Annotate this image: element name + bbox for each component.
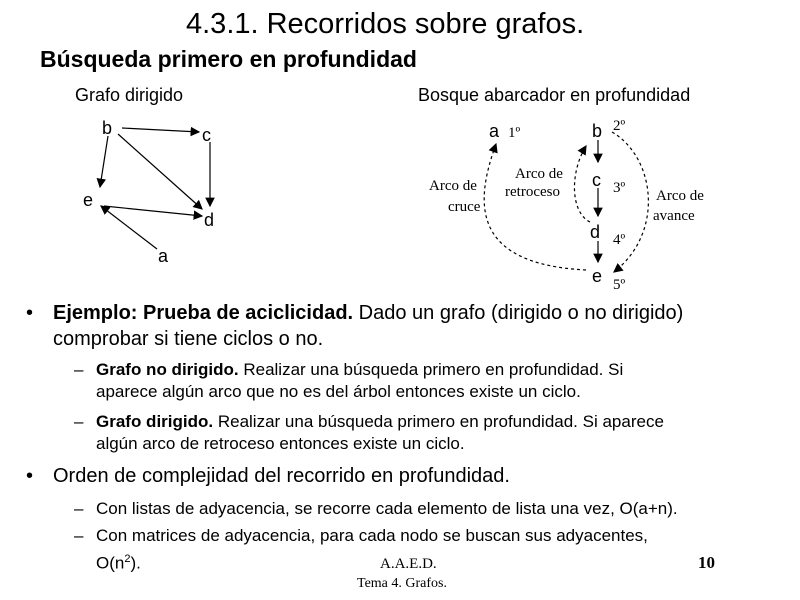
complexity-exponent: 2: [124, 553, 131, 565]
sub-4-line-2: [96, 549, 141, 574]
order-4: 4º: [613, 232, 626, 248]
sub-2-line-1: [96, 411, 664, 432]
spanning-forest: [420, 112, 720, 300]
dash-4: –: [74, 526, 84, 545]
forest-node-e: e: [592, 266, 603, 286]
forest-title: Bosque abarcador en profundidad: [418, 85, 691, 105]
cross-edge-e-a: [484, 144, 586, 270]
forward-edge-b-e: [612, 132, 648, 272]
back-edge-label-1: Arco de: [515, 166, 563, 182]
edge-a-e: [101, 206, 157, 249]
order-3: 3º: [613, 180, 626, 196]
bullet-2-line-1: Orden de complejidad del recorrido en profundidad.: [53, 465, 510, 487]
forward-edge-label-1: Arco de: [656, 188, 704, 204]
bullet-1-text-1: Dado un grafo (dirigido o no dirigido): [353, 302, 684, 324]
forward-edge-label-2: avance: [653, 208, 695, 224]
sub-3-line-1: Con listas de adyacencia, se recorre cada elemento de lista una vez, O(a+n).: [96, 499, 678, 518]
sub-1-text-1: Realizar una búsqueda primero en profundidad. Si: [238, 360, 624, 379]
back-edge-d-b: [574, 146, 590, 222]
order-1: 1º: [508, 125, 521, 141]
edge-b-e: [100, 136, 108, 187]
page-number: 10: [698, 553, 715, 572]
back-edge-label-2: retroceso: [505, 184, 560, 200]
node-d: d: [204, 210, 215, 230]
graph-title: Grafo dirigido: [75, 85, 184, 105]
dash-2: –: [74, 412, 84, 431]
edge-b-d: [118, 134, 202, 209]
dash-1: –: [74, 360, 84, 379]
bullet-1-line-2: comprobar si tiene ciclos o no.: [53, 328, 324, 350]
sub-4-line-1: Con matrices de adyacencia, para cada nodo se buscan sus adyacentes,: [96, 526, 648, 545]
node-a: a: [158, 246, 169, 266]
forest-node-c: c: [592, 170, 601, 190]
sub-2-bold: Grafo dirigido.: [96, 412, 214, 431]
footer-topic: Tema 4. Grafos.: [357, 576, 447, 591]
sub-1-bold: Grafo no dirigido.: [96, 360, 239, 379]
order-5: 5º: [613, 277, 626, 293]
bullet-1-bold: Ejemplo: Prueba de aciclicidad.: [53, 302, 354, 324]
node-b: b: [102, 118, 113, 138]
slide-title: 4.3.1. Recorridos sobre grafos.: [186, 8, 585, 40]
dash-3: –: [74, 499, 84, 518]
sub-1-line-1: [96, 359, 623, 380]
directed-graph: [80, 110, 280, 275]
cross-edge-label-1: Arco de: [429, 178, 477, 194]
forest-node-d: d: [590, 222, 601, 242]
complexity-suffix: ).: [130, 553, 141, 573]
edge-b-c: [122, 128, 199, 132]
order-2: 2º: [613, 118, 626, 134]
bullet-1-line-1: [53, 300, 683, 326]
sub-2-line-2: algún arco de retroceso entonces existe un ciclo.: [96, 434, 465, 453]
edge-e-d: [104, 206, 202, 216]
slide-subtitle: Búsqueda primero en profundidad: [40, 46, 417, 72]
sub-2-text-1: Realizar una búsqueda primero en profundidad. Si aparece: [213, 412, 664, 431]
forest-node-b: b: [592, 121, 603, 141]
footer-course: A.A.E.D.: [380, 556, 437, 572]
node-c: c: [202, 125, 211, 145]
sub-1-line-2: aparece algún arco que no es del árbol entonces existe un ciclo.: [96, 382, 581, 401]
bullet-marker-2: •: [26, 465, 34, 487]
node-e: e: [83, 190, 94, 210]
cross-edge-label-2: cruce: [448, 199, 481, 215]
bullet-marker-1: •: [26, 302, 34, 324]
complexity-prefix: O(n: [96, 553, 125, 573]
forest-node-a: a: [489, 121, 500, 141]
